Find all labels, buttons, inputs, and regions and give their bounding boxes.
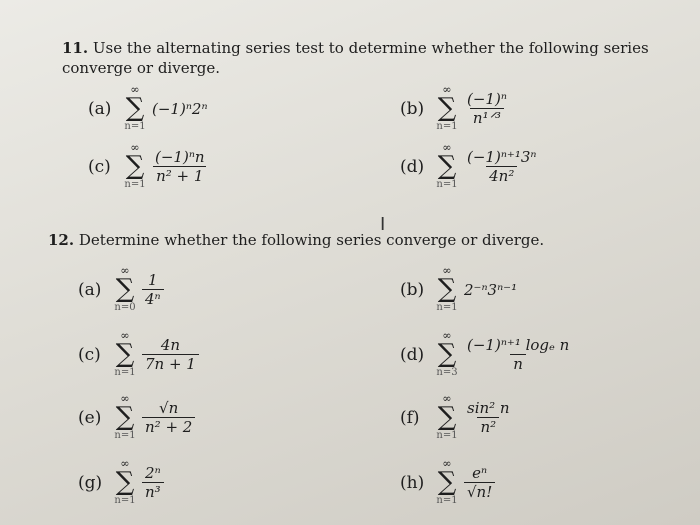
series-fraction: $\frac{√n}{\text{n² + 2}}$ — [142, 399, 195, 436]
item-label: (g) — [78, 472, 103, 493]
item-label: (c) — [78, 344, 101, 365]
item-label: (a) — [78, 279, 102, 300]
item-label: (e) — [78, 407, 102, 428]
item-label: (b) — [400, 279, 425, 300]
item-label: (h) — [400, 472, 425, 493]
series-fraction: $\frac{\text{(−1)ⁿ⁺¹ logₑ n}}{n}$ — [467, 336, 570, 373]
q11-item-b — [400, 84, 510, 133]
q11-number: 11. — [62, 39, 89, 57]
item-label: (c) — [88, 156, 111, 177]
q12-item-c — [78, 330, 199, 379]
q12-heading — [48, 230, 688, 250]
q12-item-b — [400, 265, 517, 314]
summation-sign: ∞ ∑ n=1 — [124, 141, 146, 190]
series-fraction: $\frac{\text{2ⁿ}}{\text{n³}}$ — [142, 464, 164, 501]
q12-item-d — [400, 330, 572, 379]
summation-sign: ∞ ∑ n=1 — [124, 83, 146, 132]
summation-sign: ∞ ∑ n=1 — [436, 264, 458, 313]
summation-sign: ∞ ∑ n=1 — [436, 83, 458, 132]
q11-heading — [62, 38, 692, 78]
q12-text: Determine whether the following series converge or diverge. — [78, 231, 545, 249]
item-label: (d) — [400, 156, 425, 177]
item-label: (a) — [88, 98, 112, 119]
q11-item-d — [400, 142, 539, 191]
summation-sign: ∞ ∑ n=3 — [436, 329, 458, 378]
q11-item-c — [88, 142, 208, 191]
series-term: (−1)ⁿ2ⁿ — [152, 99, 208, 118]
item-label: (d) — [400, 344, 425, 365]
q12-item-g — [78, 458, 164, 507]
series-fraction: $\frac{\text{(−1)ⁿ}}{\text{n¹ᐟ³}}$ — [467, 90, 507, 127]
item-label: (f) — [400, 407, 420, 428]
series-fraction: $\frac{\text{(−1)ⁿn}}{\text{n² + 1}}$ — [155, 148, 205, 185]
summation-sign: ∞ ∑ n=1 — [114, 329, 136, 378]
q12-item-a — [78, 265, 164, 314]
series-term: 2⁻ⁿ3ⁿ⁻¹ — [464, 280, 518, 299]
series-fraction: $\frac{1}{\text{4ⁿ}}$ — [142, 271, 164, 308]
series-fraction: $\frac{\text{eⁿ}}{√n!}$ — [464, 464, 495, 501]
summation-sign: ∞ ∑ n=1 — [114, 457, 136, 506]
summation-sign: ∞ ∑ n=1 — [436, 392, 458, 441]
series-fraction: $\frac{\text{(−1)ⁿ⁺¹3ⁿ}}{\text{4n²}}$ — [467, 148, 537, 185]
q12-number: 12. — [48, 231, 75, 249]
summation-sign: ∞ ∑ n=1 — [114, 392, 136, 441]
summation-sign: ∞ ∑ n=1 — [436, 141, 458, 190]
summation-sign: ∞ ∑ n=0 — [114, 264, 136, 313]
text-cursor-icon: I — [380, 214, 386, 235]
item-label: (b) — [400, 98, 425, 119]
summation-sign: ∞ ∑ n=1 — [436, 457, 458, 506]
q11-text: Use the alternating series test to determine whether the following series converge or diverge. — [62, 39, 649, 77]
series-fraction: $\frac{\text{sin² n}}{\text{n²}}$ — [467, 399, 510, 436]
q11-item-a — [88, 84, 208, 133]
q12-item-f — [400, 393, 513, 442]
q12-item-e — [78, 393, 195, 442]
q12-item-h — [400, 458, 495, 507]
series-fraction: $\frac{4n}{7n + 1}$ — [142, 336, 199, 373]
